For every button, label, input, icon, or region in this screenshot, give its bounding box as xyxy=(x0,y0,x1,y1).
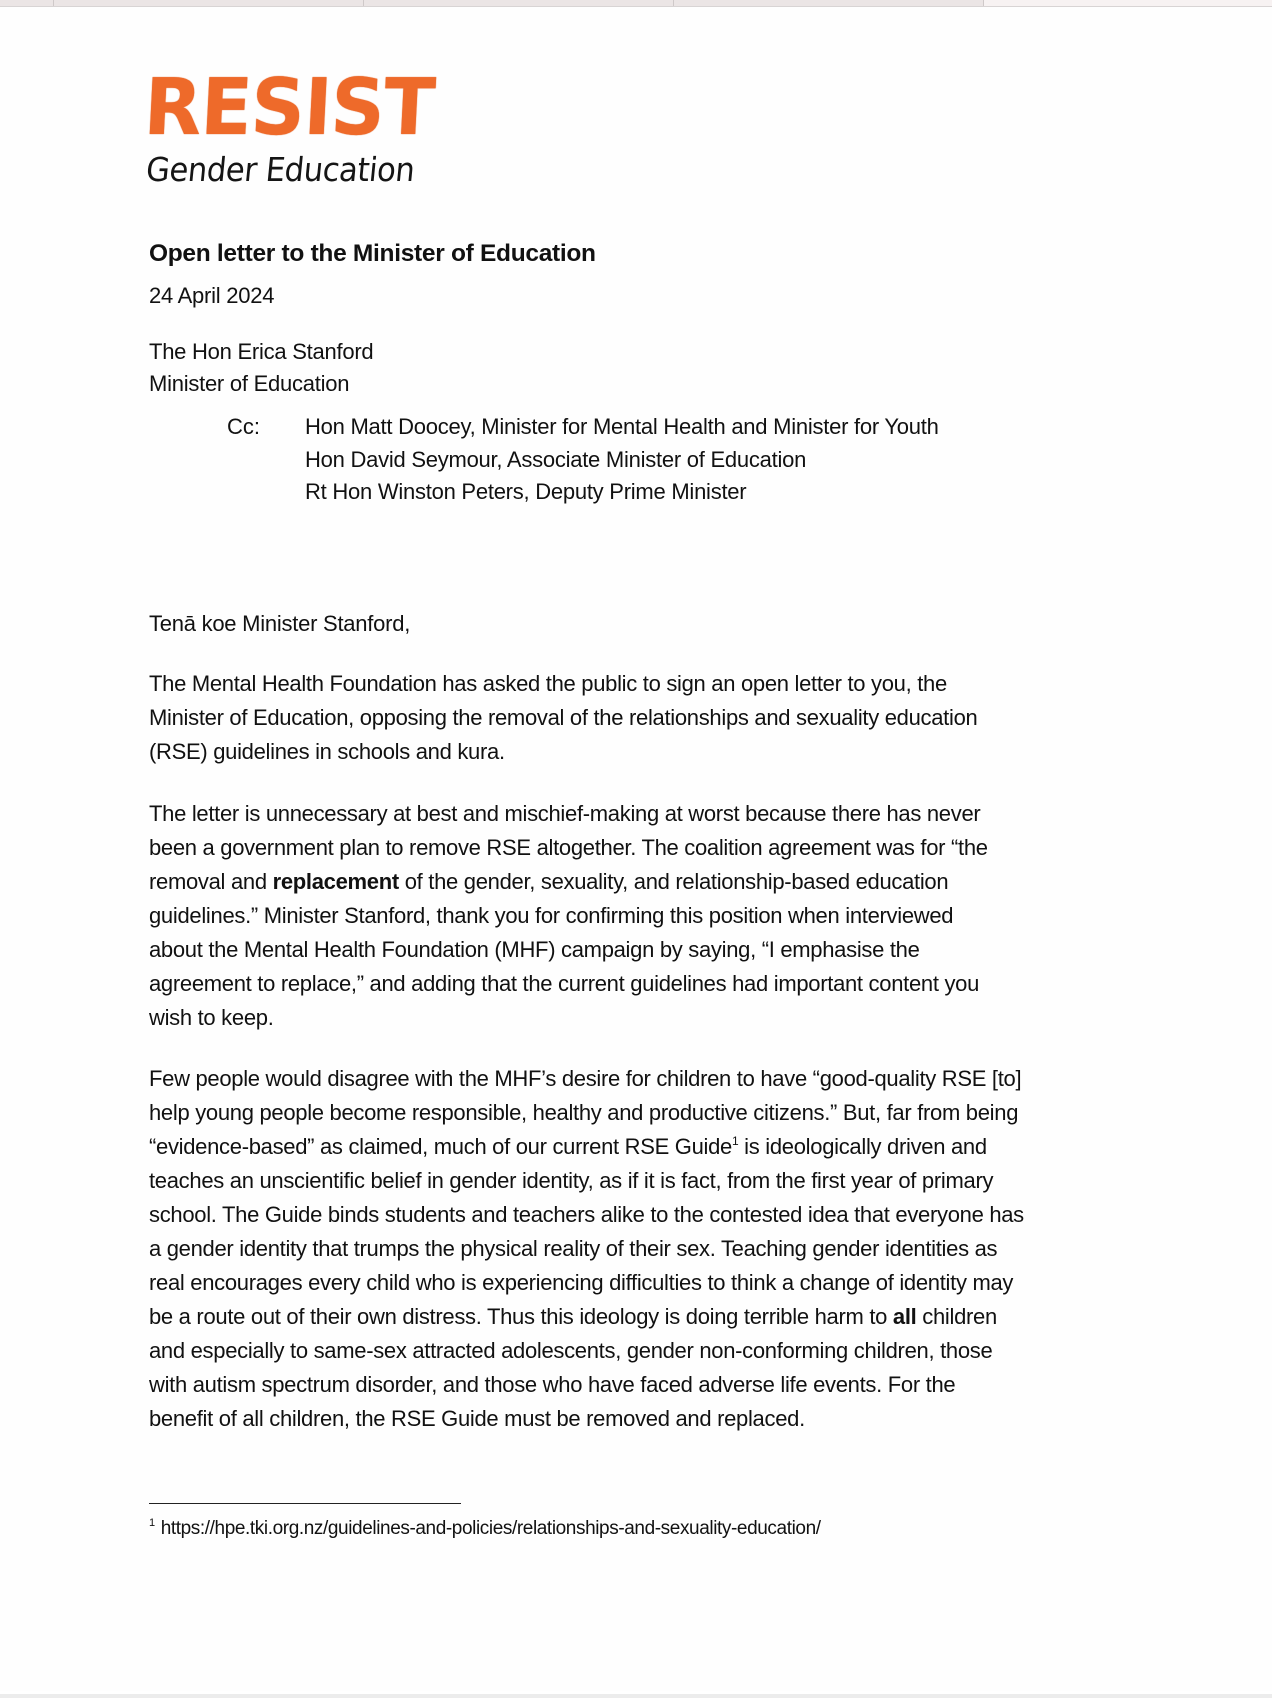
text-run: of the gender, sexuality, and relationship-based education xyxy=(398,869,949,894)
bottom-edge xyxy=(0,1694,1272,1698)
text-run: be a route out of their own distress. Thus this ideology is doing terrible harm to xyxy=(149,1304,893,1329)
recipient-name: The Hon Erica Stanford xyxy=(149,339,374,364)
cc-item: Hon David Seymour, Associate Minister of Education xyxy=(305,447,807,472)
paragraph-line: and especially to same-sex attracted adolescents, gender non-conforming children, those xyxy=(149,1338,993,1363)
tab-2[interactable] xyxy=(54,0,364,6)
paragraph-line: (RSE) guidelines in schools and kura. xyxy=(149,739,505,764)
paragraph-line: help young people become responsible, healthy and productive citizens.” But, far from being xyxy=(149,1100,1019,1125)
tab-3[interactable] xyxy=(364,0,674,6)
browser-tab-strip xyxy=(0,0,1272,7)
footnote-separator xyxy=(149,1503,461,1504)
footnote xyxy=(149,1518,821,1540)
text-run: “evidence-based” as claimed, much of our current RSE Guide xyxy=(149,1134,732,1159)
resist-gender-education-logo xyxy=(141,63,446,192)
paragraph-line: Few people would disagree with the MHF’s desire for children to have “good-quality RSE [to] xyxy=(149,1066,1022,1091)
recipient-role: Minister of Education xyxy=(149,371,350,396)
paragraph-line: Minister of Education, opposing the removal of the relationships and sexuality education xyxy=(149,705,978,730)
paragraph-line: guidelines.” Minister Stanford, thank you for confirming this position when interviewed xyxy=(149,903,954,928)
footnote-number: 1 xyxy=(149,1517,155,1529)
paragraph-line: school. The Guide binds students and teachers alike to the contested idea that everyone has xyxy=(149,1202,1024,1227)
footnote-reference[interactable]: 1 xyxy=(732,1134,739,1148)
letter-date: 24 April 2024 xyxy=(149,283,275,308)
paragraph-line: teaches an unscientific belief in gender identity, as if it is fact, from the first year of primary xyxy=(149,1168,994,1193)
cc-item: Hon Matt Doocey, Minister for Mental Health and Minister for Youth xyxy=(305,414,939,439)
tab-4[interactable] xyxy=(674,0,984,6)
logo-resist-text: RESIST xyxy=(141,63,437,153)
tab-1[interactable] xyxy=(0,0,54,6)
tab-active[interactable] xyxy=(984,0,1272,6)
paragraph-line: The Mental Health Foundation has asked the public to sign an open letter to you, the xyxy=(149,671,947,696)
paragraph-1 xyxy=(149,667,1149,769)
paragraph-line xyxy=(149,1130,1149,1164)
text-run: is ideologically driven and xyxy=(738,1134,987,1159)
paragraph-3 xyxy=(149,1062,1149,1436)
paragraph-line: wish to keep. xyxy=(149,1005,274,1030)
cc-label: Cc: xyxy=(227,414,260,439)
paragraph-line xyxy=(149,865,1149,899)
cc-item: Rt Hon Winston Peters, Deputy Prime Minister xyxy=(305,479,747,504)
text-run: removal and xyxy=(149,869,273,894)
paragraph-line: with autism spectrum disorder, and those who have faced adverse life events. For the xyxy=(149,1372,956,1397)
salutation: Tenā koe Minister Stanford, xyxy=(149,611,411,636)
paragraph-line: benefit of all children, the RSE Guide must be removed and replaced. xyxy=(149,1406,805,1431)
bold-emphasis: replacement xyxy=(272,869,399,894)
letter-title: Open letter to the Minister of Education xyxy=(149,240,596,267)
paragraph-line: about the Mental Health Foundation (MHF) campaign by saying, “I emphasise the xyxy=(149,937,920,962)
paragraph-line xyxy=(149,1300,1149,1334)
footnote-url[interactable]: https://hpe.tki.org.nz/guidelines-and-policies/relationships-and-sexuality-education/ xyxy=(160,1518,821,1539)
text-run: children xyxy=(916,1304,997,1329)
paragraph-line: been a government plan to remove RSE altogether. The coalition agreement was for “the xyxy=(149,835,988,860)
bold-emphasis: all xyxy=(892,1304,917,1329)
logo-gender-education-text: Gender Education xyxy=(144,150,417,189)
paragraph-line: The letter is unnecessary at best and mischief-making at worst because there has never xyxy=(149,801,981,826)
paragraph-2 xyxy=(149,797,1149,1035)
paragraph-line: real encourages every child who is experiencing difficulties to think a change of identity may xyxy=(149,1270,1014,1295)
paragraph-line: a gender identity that trumps the physical reality of their sex. Teaching gender identities as xyxy=(149,1236,998,1261)
paragraph-line: agreement to replace,” and adding that the current guidelines had important content you xyxy=(149,971,980,996)
